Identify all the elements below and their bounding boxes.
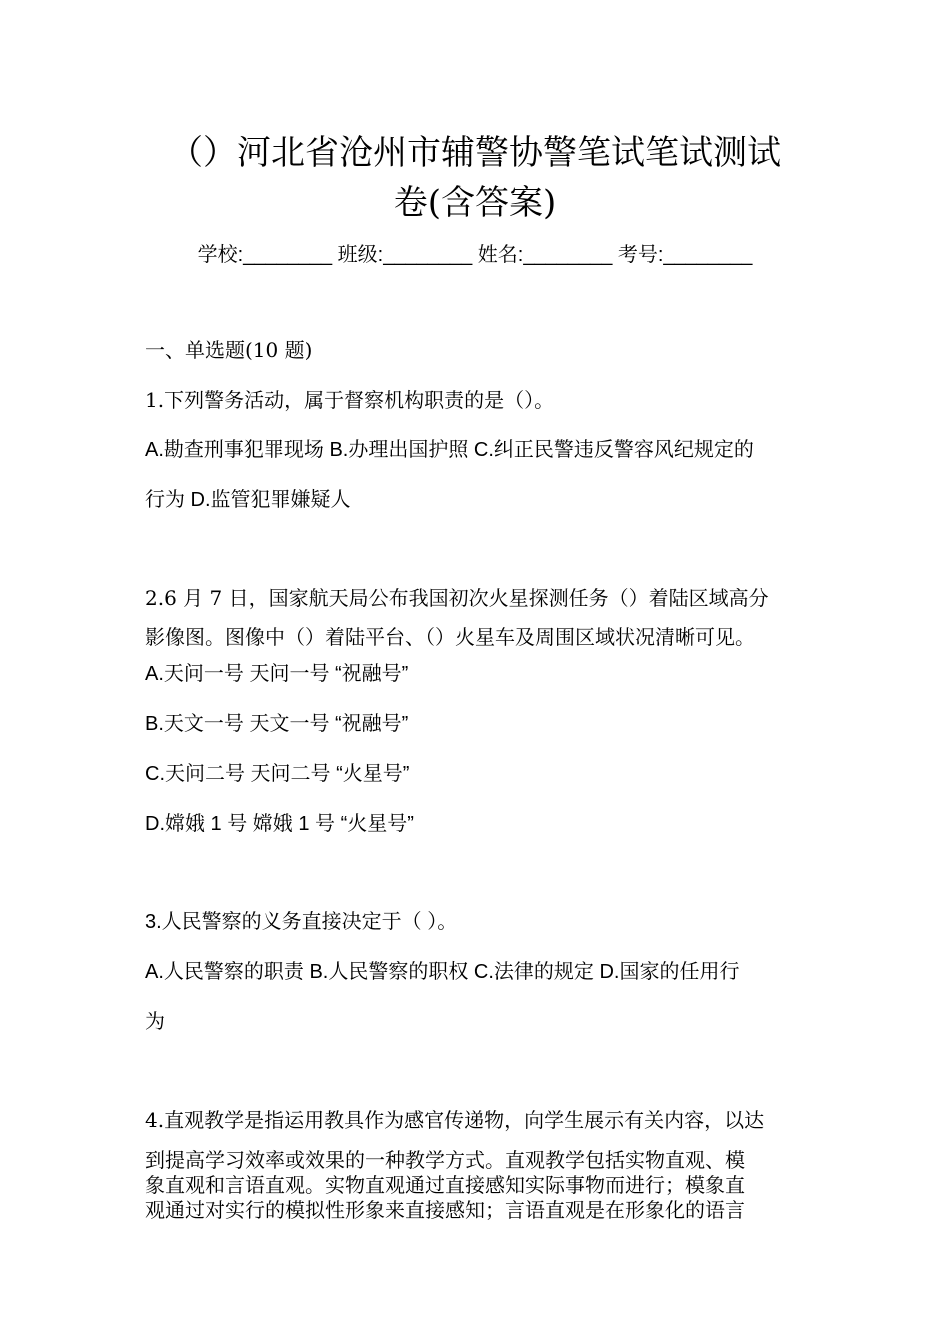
section-heading: 一、单选题(10 题) <box>145 338 313 362</box>
title-line-2: 卷(含答案) <box>393 183 557 223</box>
question-1-options-line-1: A.勘查刑事犯罪现场 B.办理出国护照 C.纠正民警违反警容风纪规定的 <box>145 439 754 461</box>
question-3-options-line-2: 为 <box>145 1011 165 1033</box>
question-4-stem-line-2: 到提高学习效率或效果的一种教学方式。直观教学包括实物直观、模 <box>145 1148 745 1172</box>
question-1-stem: 1.下列警务活动，属于督察机构职责的是（）。 <box>145 388 555 412</box>
question-4-stem-line-3: 象直观和言语直观。实物直观通过直接感知实际事物而进行；模象直 <box>145 1173 745 1197</box>
question-2-stem-line-2: 影像图。图像中（）着陆平台、（）火星车及周围区域状况清晰可见。 <box>145 625 755 649</box>
question-2-option-b: B.天文一号 天文一号 “祝融号” <box>145 713 409 735</box>
question-2-option-c: C.天问二号 天问二号 “火星号” <box>145 763 410 785</box>
question-4-stem-line-1: 4.直观教学是指运用教具作为感官传递物，向学生展示有关内容，以达 <box>145 1108 765 1132</box>
question-2-option-a: A.天问一号 天问一号 “祝融号” <box>145 663 409 685</box>
student-info-fields: 学校:________ 班级:________ 姓名:________ 考号:________ <box>197 244 753 266</box>
question-1-options-line-2: 行为 D.监管犯罪嫌疑人 <box>145 489 351 511</box>
question-3-options-line-1: A.人民警察的职责 B.人民警察的职权 C.法律的规定 D.国家的任用行 <box>145 961 740 983</box>
title-line-1: （）河北省沧州市辅警协警笔试笔试测试 <box>169 133 781 173</box>
question-3-stem: 3.人民警察的义务直接决定于（ ）。 <box>145 911 458 933</box>
question-2-stem-line-1: 2.6 月 7 日，国家航天局公布我国初次火星探测任务（）着陆区域高分 <box>145 586 769 610</box>
question-2-option-d: D.嫦娥 1 号 嫦娥 1 号 “火星号” <box>145 813 414 835</box>
question-4-stem-line-4: 观通过对实行的模拟性形象来直接感知；言语直观是在形象化的语言 <box>145 1198 745 1222</box>
